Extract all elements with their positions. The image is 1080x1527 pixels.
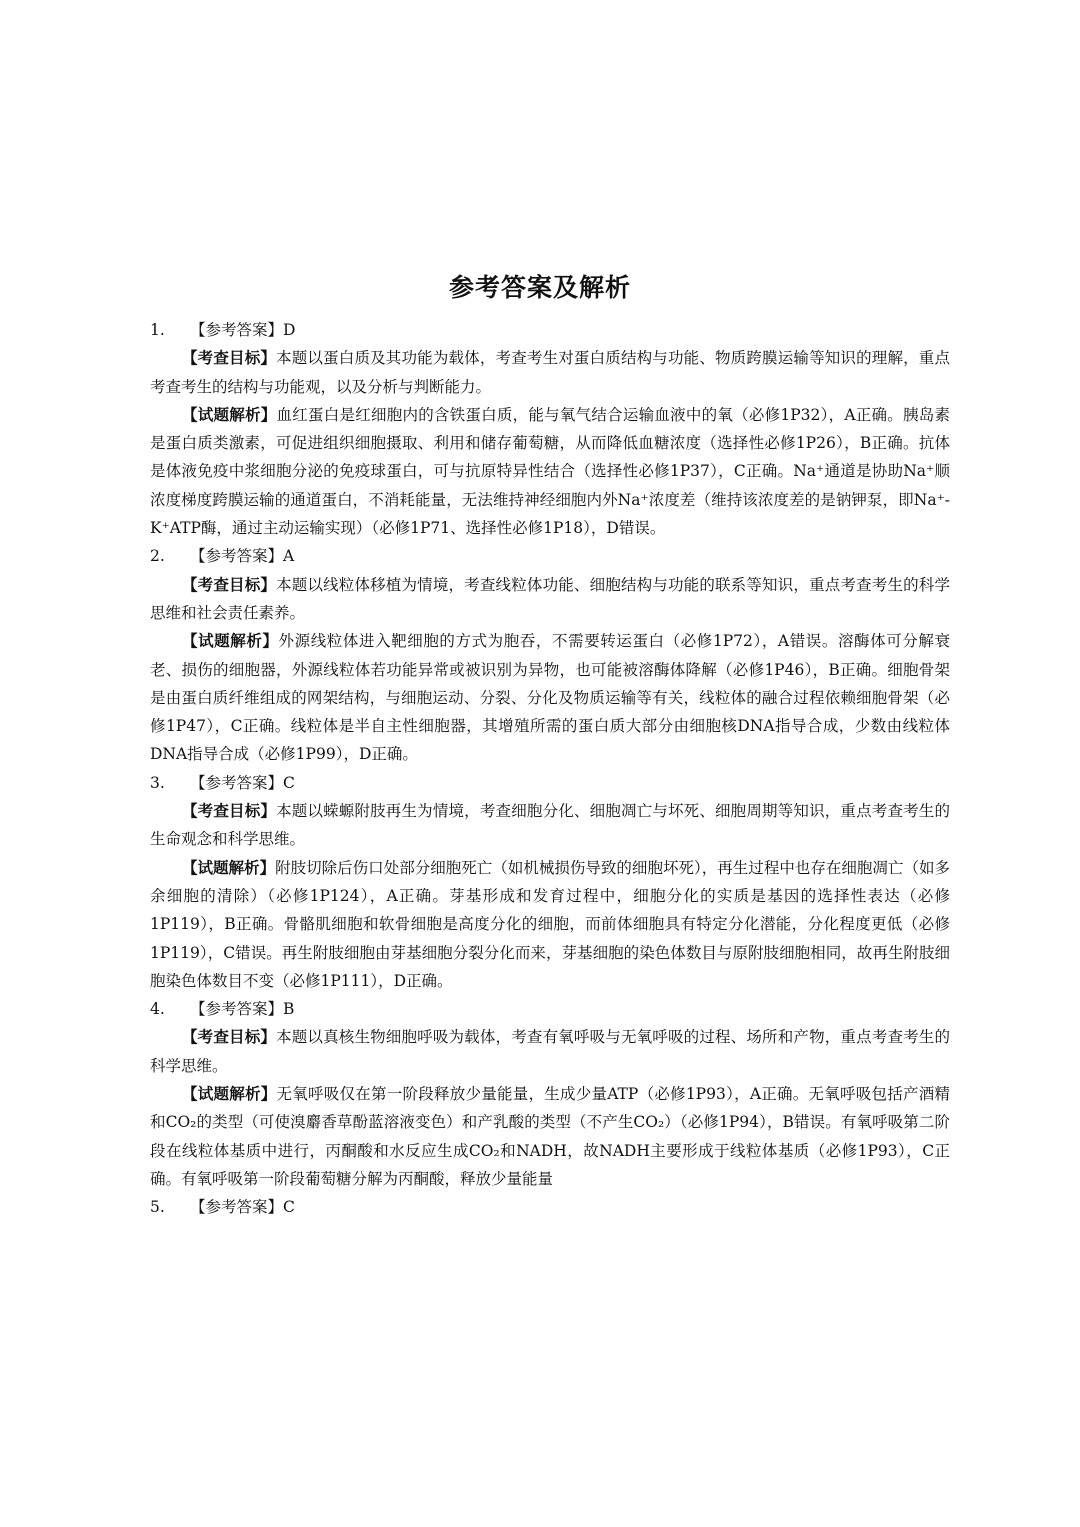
target-label: 【考查目标】 <box>182 348 277 368</box>
analysis-text: 无氧呼吸仅在第一阶段释放少量能量，生成少量ATP（必修1P93），A正确。无氧呼吸包括产酒精和CO₂的类型（可使溴麝香草酚蓝溶液变色）和产乳酸的类型（不产生CO₂）（必修1P94），B错误。有氧呼吸第二阶段在线粒体基质中进行，丙酮酸和水反应生成CO₂和NADH，故NADH主要形成于线粒体基质（必修1P93），C正确。有氧呼吸第一阶段葡萄糖分解为丙酮酸，释放少量能量 <box>150 1085 950 1188</box>
target-label: 【考查目标】 <box>182 1027 277 1047</box>
analysis-text: 血红蛋白是红细胞内的含铁蛋白质，能与氧气结合运输血液中的氧（必修1P32），A正确。胰岛素是蛋白质类激素，可促进组织细胞摄取、利用和储存葡萄糖，从而降低血糖浓度（选择性必修1P26），B正确。抗体是体液免疫中浆细胞分泌的免疫球蛋白，可与抗原特异性结合（选择性必修1P37），C正确。Na⁺通道是协助Na⁺顺浓度梯度跨膜运输的通道蛋白，不消耗能量，无法维持神经细胞内外Na⁺浓度差（维持该浓度差的是钠钾泵，即Na⁺-K⁺ATP酶，通过主动运输实现）（必修1P71、选择性必修1P18），D错误。 <box>150 405 950 538</box>
analysis-label: 【试题解析】 <box>182 857 276 877</box>
question-number: 3. <box>150 773 165 792</box>
target-text: 本题以线粒体移植为情境，考查线粒体功能、细胞结构与功能的联系等知识，重点考查考生的科学思维和社会责任素养。 <box>150 575 950 622</box>
target-label: 【考查目标】 <box>182 574 277 594</box>
question-number: 2. <box>150 547 165 566</box>
question-number: 4. <box>150 1000 165 1019</box>
question-1-analysis <box>150 401 950 542</box>
reference-answer: 【参考答案】D <box>190 321 296 339</box>
question-4-answer-line <box>150 995 950 1023</box>
question-3-analysis <box>150 854 950 995</box>
question-5-answer-line <box>150 1193 950 1221</box>
question-number: 1. <box>150 321 165 339</box>
question-1-target <box>150 344 950 401</box>
question-3-target <box>150 797 950 854</box>
question-3-answer-line <box>150 769 950 797</box>
analysis-label: 【试题解析】 <box>182 404 277 424</box>
target-text: 本题以真核生物细胞呼吸为载体，考查有氧呼吸与无氧呼吸的过程、场所和产物，重点考查考生的科学思维。 <box>150 1028 950 1075</box>
reference-answer: 【参考答案】B <box>190 1000 295 1019</box>
reference-answer: 【参考答案】C <box>190 773 295 792</box>
answer-content <box>150 316 950 1222</box>
question-2-analysis <box>150 627 950 768</box>
analysis-text: 外源线粒体进入靶细胞的方式为胞吞，不需要转运蛋白（必修1P72），A错误。溶酶体可分解衰老、损伤的细胞器，外源线粒体若功能异常或被识别为异物，也可能被溶酶体降解（必修1P46），B正确。细胞骨架是由蛋白质纤维组成的网架结构，与细胞运动、分裂、分化及物质运输等有关，线粒体的融合过程依赖细胞骨架（必修1P47），C正确。线粒体是半自主性细胞器，其增殖所需的蛋白质大部分由细胞核DNA指导合成，少数由线粒体DNA指导合成（必修1P99），D正确。 <box>150 632 950 764</box>
page-title: 参考答案及解析 <box>448 273 631 302</box>
analysis-label: 【试题解析】 <box>182 631 279 651</box>
question-1-answer-line <box>150 316 950 344</box>
target-text: 本题以蝾螈附肢再生为情境，考查细胞分化、细胞凋亡与坏死、细胞周期等知识，重点考查考生的生命观念和科学思维。 <box>150 802 950 849</box>
target-text: 本题以蛋白质及其功能为载体，考查考生对蛋白质结构与功能、物质跨膜运输等知识的理解，重点考查考生的结构与功能观，以及分析与判断能力。 <box>150 349 950 396</box>
question-4-target <box>150 1023 950 1080</box>
reference-answer: 【参考答案】A <box>190 547 295 566</box>
question-4-analysis <box>150 1080 950 1193</box>
question-2-target <box>150 571 950 628</box>
target-label: 【考查目标】 <box>182 801 277 821</box>
analysis-label: 【试题解析】 <box>182 1084 277 1104</box>
question-2-answer-line <box>150 542 950 570</box>
question-number: 5. <box>150 1198 165 1217</box>
reference-answer: 【参考答案】C <box>190 1198 295 1217</box>
analysis-text: 附肢切除后伤口处部分细胞死亡（如机械损伤导致的细胞坏死），再生过程中也存在细胞凋亡（如多余细胞的清除）（必修1P124），A正确。芽基形成和发育过程中，细胞分化的实质是基因的选择性表达（必修1P119），B正确。骨骼肌细胞和软骨细胞是高度分化的细胞，而前体细胞具有特定分化潜能，分化程度更低（必修1P119），C错误。再生附肢细胞由芽基细胞分裂分化而来，芽基细胞的染色体数目与原附肢细胞相同，故再生附肢细胞染色体数目不变（必修1P111），D正确。 <box>150 858 950 990</box>
